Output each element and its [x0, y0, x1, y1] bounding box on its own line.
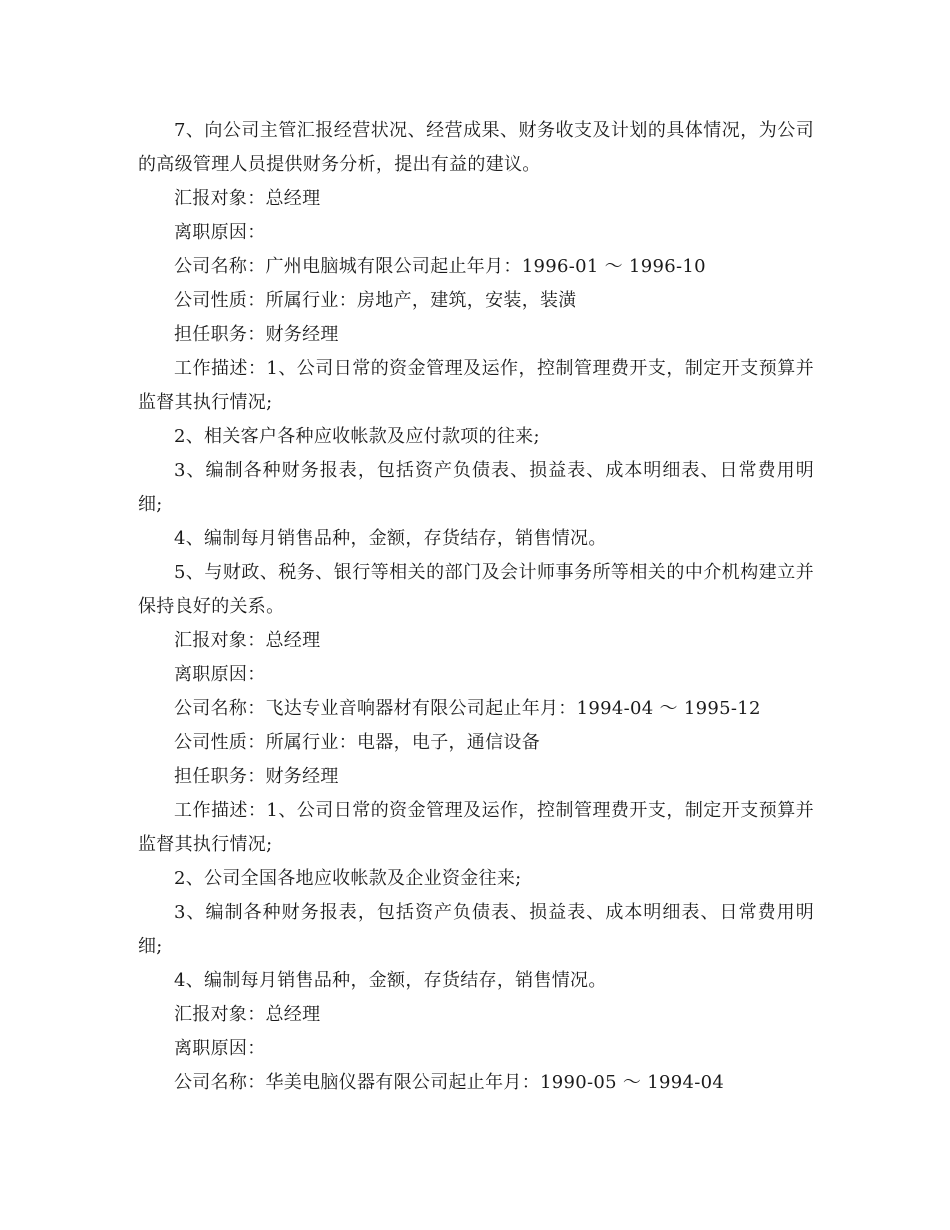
paragraph: 汇报对象：总经理 [174, 188, 321, 209]
paragraph: 2、相关客户各种应收帐款及应付款项的往来; [174, 426, 540, 447]
paragraph: 工作描述：1、公司日常的资金管理及运作，控制管理费开支，制定开支预算并监督其执行情况; [138, 800, 814, 855]
paragraph: 5、与财政、税务、银行等相关的部门及会计师事务所等相关的中介机构建立并保持良好的关系。 [138, 562, 814, 617]
paragraph: 4、编制每月销售品种，金额，存货结存，销售情况。 [174, 970, 607, 991]
paragraph: 工作描述：1、公司日常的资金管理及运作，控制管理费开支，制定开支预算并监督其执行情况; [138, 358, 814, 413]
paragraph: 公司名称：广州电脑城有限公司起止年月：1996-01 ～ 1996-10 [174, 256, 706, 277]
paragraph: 3、编制各种财务报表，包括资产负债表、损益表、成本明细表、日常费用明细; [138, 460, 814, 515]
paragraph: 担任职务：财务经理 [174, 324, 339, 345]
document-body [138, 114, 814, 1100]
paragraph: 离职原因： [174, 1038, 266, 1059]
paragraph: 离职原因： [174, 222, 266, 243]
paragraph: 汇报对象：总经理 [174, 630, 321, 651]
paragraph: 汇报对象：总经理 [174, 1004, 321, 1025]
paragraph: 离职原因： [174, 664, 266, 685]
paragraph: 公司名称：飞达专业音响器材有限公司起止年月：1994-04 ～ 1995-12 [174, 698, 761, 719]
paragraph: 担任职务：财务经理 [174, 766, 339, 787]
paragraph: 3、编制各种财务报表，包括资产负债表、损益表、成本明细表、日常费用明细; [138, 902, 814, 957]
paragraph: 公司名称：华美电脑仪器有限公司起止年月：1990-05 ～ 1994-04 [174, 1072, 725, 1093]
paragraph: 7、向公司主管汇报经营状况、经营成果、财务收支及计划的具体情况，为公司的高级管理人员提供财务分析，提出有益的建议。 [138, 120, 814, 175]
paragraph: 公司性质：所属行业：房地产，建筑，安装，装潢 [174, 290, 577, 311]
paragraph: 2、公司全国各地应收帐款及企业资金往来; [174, 868, 522, 889]
paragraph: 4、编制每月销售品种，金额，存货结存，销售情况。 [174, 528, 607, 549]
paragraph: 公司性质：所属行业：电器，电子，通信设备 [174, 732, 540, 753]
